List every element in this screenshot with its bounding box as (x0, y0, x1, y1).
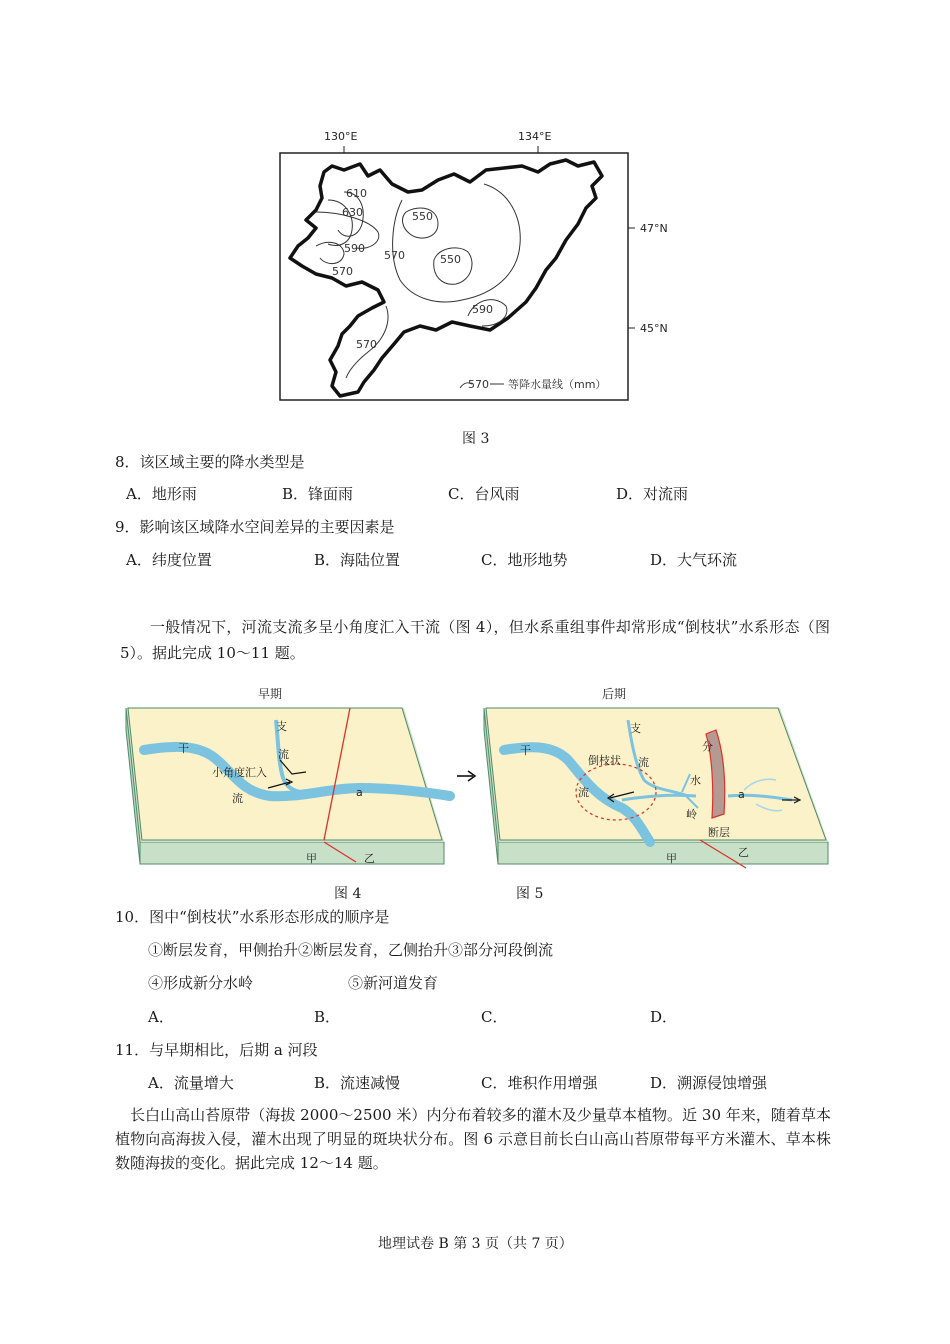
label-a: a (356, 786, 363, 799)
q9-option-c: C．地形地势 (481, 551, 568, 569)
precipitation-map (260, 120, 680, 420)
q10-option-c: C． (481, 1008, 508, 1026)
label-liu-2: 流 (232, 792, 243, 805)
contour-label: 570 (356, 338, 377, 351)
q10-option-b: B． (314, 1008, 341, 1026)
label-yi: 乙 (364, 852, 375, 865)
q11-option-b: B．流速减慢 (314, 1074, 401, 1092)
q8-option-c: C．台风雨 (448, 485, 520, 503)
q8-option-d: D．对流雨 (616, 485, 689, 503)
label-fault: 断层 (708, 826, 730, 839)
lat-label-45: 45°N (640, 322, 668, 335)
label-liu-2: 流 (578, 786, 589, 799)
contour-label: 630 (342, 206, 363, 219)
label-ling: 岭 (686, 808, 697, 821)
early-river-block (120, 684, 470, 870)
q9-option-b: B．海陆位置 (314, 551, 401, 569)
label-liu-1: 流 (278, 748, 289, 761)
page-footer: 地理试卷 B 第 3 页（共 7 页） (378, 1236, 573, 1252)
contour-label: 550 (412, 210, 433, 223)
contour-label: 590 (472, 303, 493, 316)
lon-label-130: 130°E (324, 130, 358, 143)
region-outline (290, 160, 602, 396)
q8-option-a: A．地形雨 (126, 485, 197, 503)
q9-option-a: A．纬度位置 (126, 551, 212, 569)
question-10-stem: 10．图中“倒枝状”水系形态形成的顺序是 (115, 908, 390, 926)
q11-option-d: D．溯源侵蚀增强 (650, 1074, 768, 1092)
q9-option-d: D．大气环流 (650, 551, 738, 569)
q10-option-a: A． (148, 1008, 174, 1026)
legend-text: 等降水量线（mm） (508, 378, 607, 391)
label-jia: 甲 (666, 852, 677, 865)
contour-label: 550 (440, 253, 461, 266)
label-dao: 倒枝状 (588, 754, 621, 767)
lon-label-134: 134°E (518, 130, 552, 143)
lat-label-47: 47°N (640, 222, 668, 235)
figure-3-caption: 图 3 (462, 431, 490, 447)
label-zhi: 支 (630, 722, 641, 735)
intro-paragraph-10-11: 一般情况下，河流支流多呈小角度汇入干流（图 4），但水系重组事件却常形成“倒枝状”水系形态（图 5）。据此完成 10～11 题。 (120, 618, 830, 662)
question-9-stem: 9．影响该区域降水空间差异的主要因素是 (115, 518, 395, 536)
label-a: a (738, 788, 745, 801)
q11-option-a: A．流量增大 (148, 1074, 234, 1092)
late-river-block (476, 684, 836, 870)
label-yi: 乙 (738, 846, 749, 859)
q11-option-c: C．堆积作用增强 (481, 1074, 598, 1092)
q10-item-4: ④形成新分水岭 (148, 974, 254, 992)
figure-4-title: 早期 (258, 687, 283, 701)
label-jia: 甲 (306, 852, 317, 865)
figure-3 (260, 120, 680, 420)
q10-item-5: ⑤新河道发育 (348, 974, 439, 992)
legend-value: 570 (468, 378, 489, 391)
q8-option-b: B．锋面雨 (282, 485, 354, 503)
contour-label: 590 (344, 242, 365, 255)
contour-label: 570 (384, 249, 405, 262)
figure-5-caption: 图 5 (516, 886, 544, 902)
figure-4 (120, 684, 470, 870)
contour-label: 570 (332, 265, 353, 278)
q10-items-line-1: ①断层发育，甲侧抬升②断层发育，乙侧抬升③部分河段倒流 (148, 941, 554, 959)
label-shui: 水 (690, 774, 701, 787)
contour-label: 610 (346, 187, 367, 200)
figure-5-title: 后期 (602, 687, 627, 701)
label-zhi: 支 (276, 720, 287, 733)
label-angle: 小角度汇入 (212, 766, 267, 779)
transition-arrow-icon (456, 768, 478, 787)
question-8-stem: 8．该区域主要的降水类型是 (115, 453, 305, 471)
figure-5 (476, 684, 836, 870)
label-liu-1: 流 (638, 756, 649, 769)
figure-4-caption: 图 4 (334, 886, 362, 902)
q10-option-d: D． (650, 1008, 678, 1026)
label-gan: 干 (520, 744, 531, 757)
intro-paragraph-12-14: 长白山高山苔原带（海拔 2000～2500 米）内分布着较多的灌木及少量草本植物。近 30 年来，随着草本植物向高海拔入侵，灌木出现了明显的斑块状分布。图 6 示意目前长白山高山苔原带每平方米灌木、草本株数随海拔的变化。据此完成 12～14 题。 (115, 1106, 831, 1172)
label-fen: 分 (702, 740, 713, 753)
label-gan: 干 (178, 742, 189, 755)
question-11-stem: 11．与早期相比，后期 a 河段 (115, 1041, 318, 1059)
